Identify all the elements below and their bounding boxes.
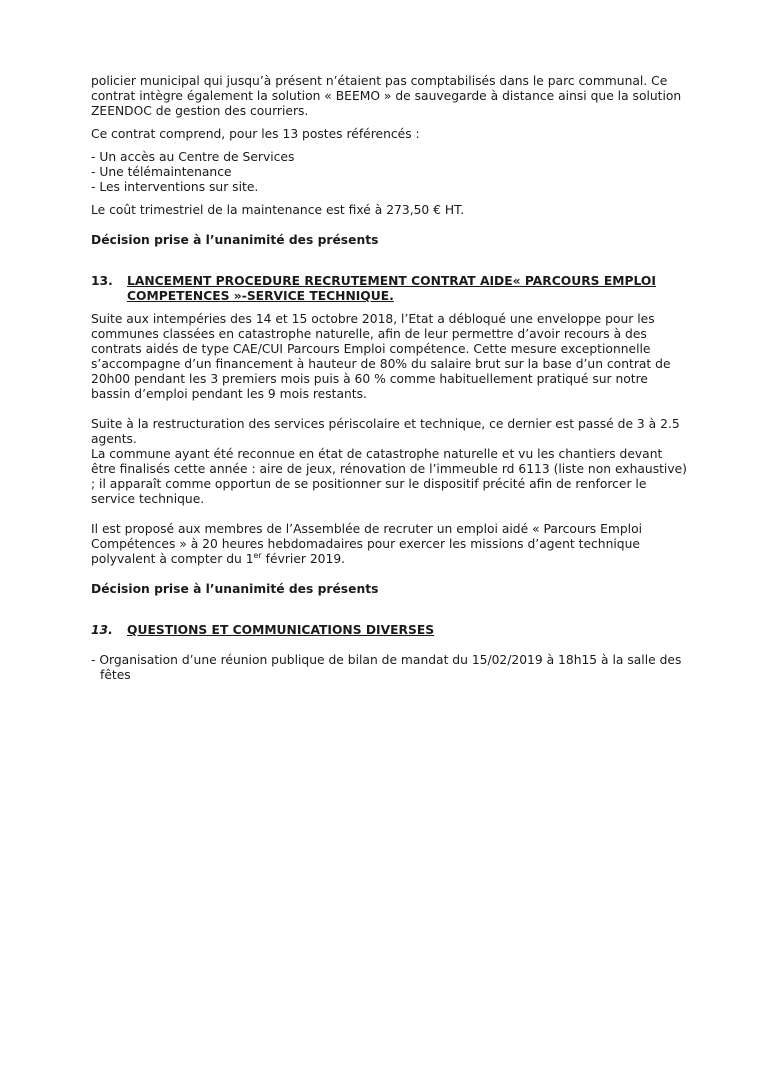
list-item: - Une télémaintenance [91, 165, 232, 179]
section-heading-questions [91, 623, 688, 638]
section-number: 13. [91, 623, 113, 637]
proposal-paragraph: Il est proposé aux membres de l’Assemblée de recruter un emploi aidé « Parcours Emploi Compétences » à 20 heures hebdomadaires pour exercer les missions d’agent technique polyvalent à compter du 1er février 2019. [91, 522, 643, 566]
section-paragraph: Suite à la restructuration des services périscolaire et technique, ce dernier est passé de 3 à 2.5 agents. [91, 417, 680, 446]
services-list [91, 150, 688, 195]
contract-includes-text: Ce contrat comprend, pour les 13 postes référencés : [91, 127, 420, 141]
decision-text: Décision prise à l’unanimité des présents [91, 582, 379, 596]
list-item: - Un accès au Centre de Services [91, 150, 295, 164]
section-title: QUESTIONS ET COMMUNICATIONS DIVERSES [127, 623, 435, 637]
section-paragraph: Suite aux intempéries des 14 et 15 octobre 2018, l’Etat a débloqué une enveloppe pour les communes classées en catastrophe naturelle, afin de leur permettre d’avoir recours à des contrats aidés de type CAE/CUI Parcours Emploi compétence. Cette mesure exceptionnelle s’accompagne d’un financement à hauteur de 80% du salaire brut sur la base d’un contrat de 20h00 pendant les 3 premiers mois puis à 60 % comme habituellement pratiqué sur notre bassin d’emploi pendant les 9 mois restants. [91, 312, 671, 401]
section-heading-recrutement [91, 274, 688, 304]
section-title: LANCEMENT PROCEDURE RECRUTEMENT CONTRAT AIDE« PARCOURS EMPLOI COMPETENCES »-SERVICE TECHNIQUE. [127, 274, 656, 303]
decision-text: Décision prise à l’unanimité des présents [91, 233, 379, 247]
maintenance-cost: Le coût trimestriel de la maintenance est fixé à 273,50 € HT. [91, 203, 465, 217]
section-paragraph: La commune ayant été reconnue en état de catastrophe naturelle et vu les chantiers devant être finalisés cette année : aire de jeux, rénovation de l’immeuble rd 6113 (liste non exhaustive) ; il apparaît comme opportun de se positionner sur le dispositif précité afin de renforcer le service technique. [91, 447, 687, 506]
list-item: - Organisation d’une réunion publique de bilan de mandat du 15/02/2019 à 18h15 à la salle des fêtes [91, 653, 682, 682]
list-item: - Les interventions sur site. [91, 180, 259, 194]
intro-paragraph: policier municipal qui jusqu’à présent n’étaient pas comptabilisés dans le parc communal. Ce contrat intègre également la solution « BEEMO » de sauvegarde à distance ainsi que la solution ZEENDOC de gestion des courriers. [91, 74, 682, 118]
section-number: 13. [91, 274, 113, 288]
